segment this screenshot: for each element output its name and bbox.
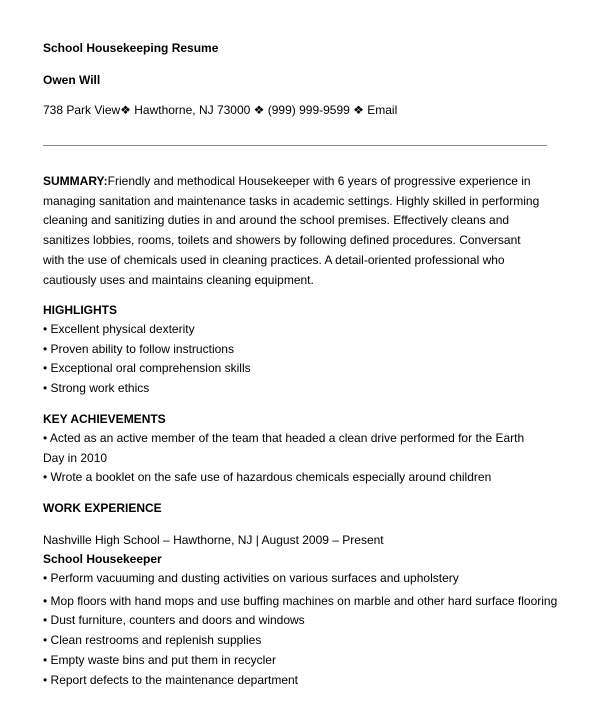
list-item: • Acted as an active member of the team that headed a clean drive performed for the Earth Day in 2010	[43, 431, 525, 465]
list-item: • Wrote a booklet on the safe use of hazardous chemicals especially around children	[43, 470, 492, 485]
summary-label: SUMMARY:	[43, 174, 108, 188]
experience-heading: WORK EXPERIENCE	[43, 501, 162, 515]
achievements-list	[43, 429, 543, 488]
job-title: School Housekeeper	[43, 552, 162, 566]
summary-paragraph	[43, 172, 543, 290]
highlights-heading: HIGHLIGHTS	[43, 303, 117, 317]
list-item: • Report defects to the maintenance department	[43, 672, 299, 687]
list-item: • Perform vacuuming and dusting activities on various surfaces and upholstery	[43, 571, 459, 585]
duties-list	[43, 569, 557, 690]
section-divider	[43, 145, 547, 146]
contact-line: 738 Park View❖ Hawthorne, NJ 73000 ❖ (999) 999-9599 ❖ Email	[43, 103, 398, 117]
achievements-heading: KEY ACHIEVEMENTS	[43, 412, 166, 426]
list-item: • Clean restrooms and replenish supplies	[43, 633, 262, 648]
list-item: • Strong work ethics	[43, 381, 150, 396]
employer-line: Nashville High School – Hawthorne, NJ | August 2009 – Present	[43, 533, 384, 547]
list-item: • Empty waste bins and put them in recycler	[43, 652, 276, 667]
list-item: • Proven ability to follow instructions	[43, 341, 234, 356]
list-item: • Excellent physical dexterity	[43, 322, 195, 336]
list-item: • Dust furniture, counters and doors and windows	[43, 613, 305, 628]
list-item: • Mop floors with hand mops and use buffing machines on marble and other hard surface flooring	[43, 593, 558, 608]
highlights-list	[43, 320, 251, 399]
summary-text: Friendly and methodical Housekeeper with 6 years of progressive experience in managing sanitation and maintenance tasks in academic settings. Highly skilled in performing cleaning and sanitizing duties in and around the school premises. Effectively cleans and sanitizes lobbies, rooms, toilets and showers by following defined procedures. Conversant with the use of chemicals used in cleaning practices. A detail-oriented professional who cautiously uses and maintains cleaning equipment.	[43, 174, 540, 287]
candidate-name: Owen Will	[43, 73, 101, 87]
document-title: School Housekeeping Resume	[43, 41, 219, 55]
list-item: • Exceptional oral comprehension skills	[43, 361, 251, 376]
